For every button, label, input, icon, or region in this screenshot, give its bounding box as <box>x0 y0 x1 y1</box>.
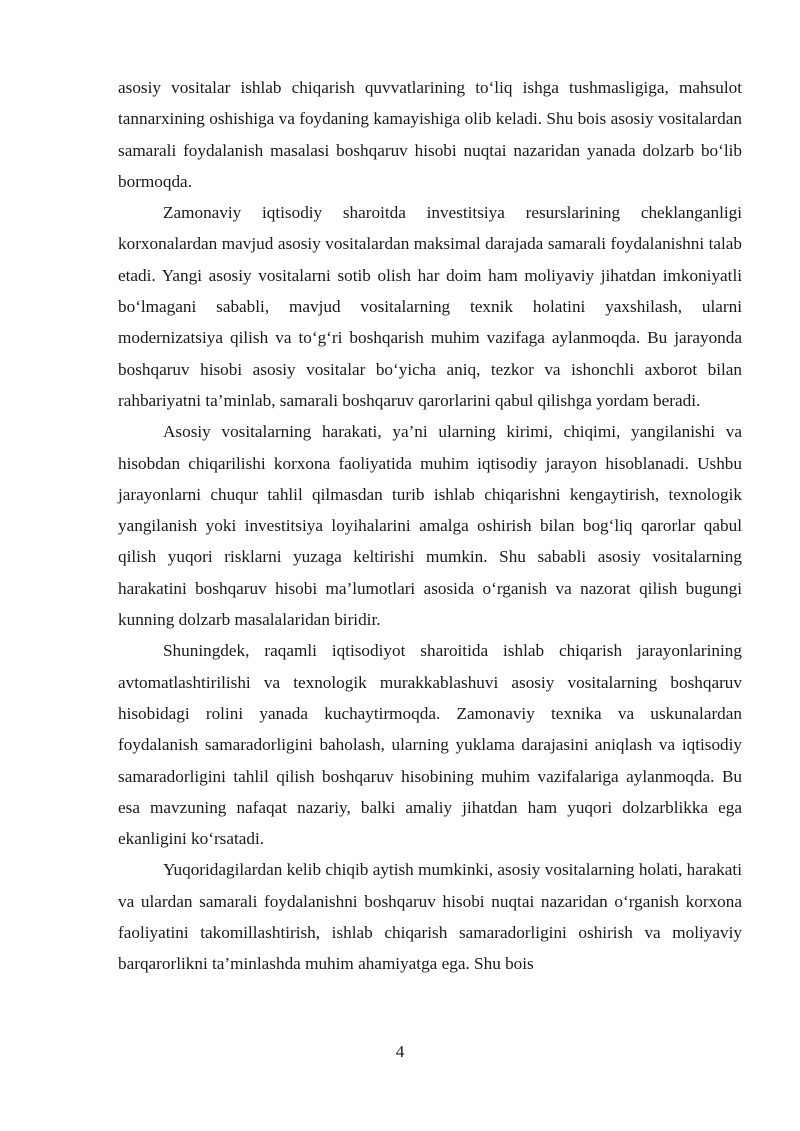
page-number: 4 <box>395 1042 405 1061</box>
paragraph: Asosiy vositalarning harakati, ya’ni ularning kirimi, chiqimi, yangilanishi va hisobdan chiqarilishi korxona faoliyatida muhim iqtisodiy jarayon hisoblanadi. Ushbu jarayonlarni chuqur tahlil qilmasdan turib ishlab chiqarishni kengaytirish, texnologik yangilanish yoki investitsiya loyihalarini amalga oshirish bilan bog‘liq qarorlar qabul qilish yuqori risklarni yuzaga keltirishi mumkin. Shu sababli asosiy vositalarning harakatini boshqaruv hisobi ma’lumotlari asosida o‘rganish va nazorat qilish bugungi kunning dolzarb masalalaridan biridir. <box>118 422 742 630</box>
paragraph: Shuningdek, raqamli iqtisodiyot sharoitida ishlab chiqarish jarayonlarining avtomatlashtirilishi va texnologik murakkablashuvi asosiy vositalarning boshqaruv hisobidagi rolini yanada kuchaytirmoqda. Zamonaviy texnika va uskunalardan foydalanish samaradorligini baholash, ularning yuklama darajasini aniqlash va iqtisodiy samaradorligini tahlil qilish boshqaruv hisobining muhim vazifalariga aylanmoqda. Bu esa mavzuning nafaqat nazariy, balki amaliy jihatdan ham yuqori dolzarblikka ega ekanligini ko‘rsatadi. <box>118 641 742 849</box>
paragraph: Yuqoridagilardan kelib chiqib aytish mumkinki, asosiy vositalarning holati, harakati va ulardan samarali foydalanishni boshqaruv hisobi nuqtai nazaridan o‘rganish korxona faoliyatini takomillashtirish, ishlab chiqarish samaradorligini oshirish va moliyaviy barqarorlikni ta’minlashda muhim ahamiyatga ega. Shu bois <box>118 860 742 974</box>
paragraph: Zamonaviy iqtisodiy sharoitda investitsiya resurslarining cheklanganligi korxonalardan mavjud asosiy vositalardan maksimal darajada samarali foydalanishni talab etadi. Yangi asosiy vositalarni sotib olish har doim ham moliyaviy jihatdan imkoniyatli bo‘lmagani sababli, mavjud vositalarning texnik holatini yaxshilash, ularni modernizatsiya qilish va to‘g‘ri boshqarish muhim vazifaga aylanmoqda. Bu jarayonda boshqaruv hisobi asosiy vositalar bo‘yicha aniq, tezkor va ishonchli axborot bilan rahbariyatni ta’minlab, samarali boshqaruv qarorlarini qabul qilishga yordam beradi. <box>118 203 742 410</box>
document-page <box>118 72 742 980</box>
paragraph-continuation: asosiy vositalar ishlab chiqarish quvvatlarining to‘liq ishga tushmasligiga, mahsulot tannarxining oshishiga va foydaning kamayishiga olib keladi. Shu bois asosiy vositalardan samarali foydalanish masalasi boshqaruv hisobi nuqtai nazaridan yanada dolzarb bo‘lib bormoqda. <box>118 78 742 191</box>
